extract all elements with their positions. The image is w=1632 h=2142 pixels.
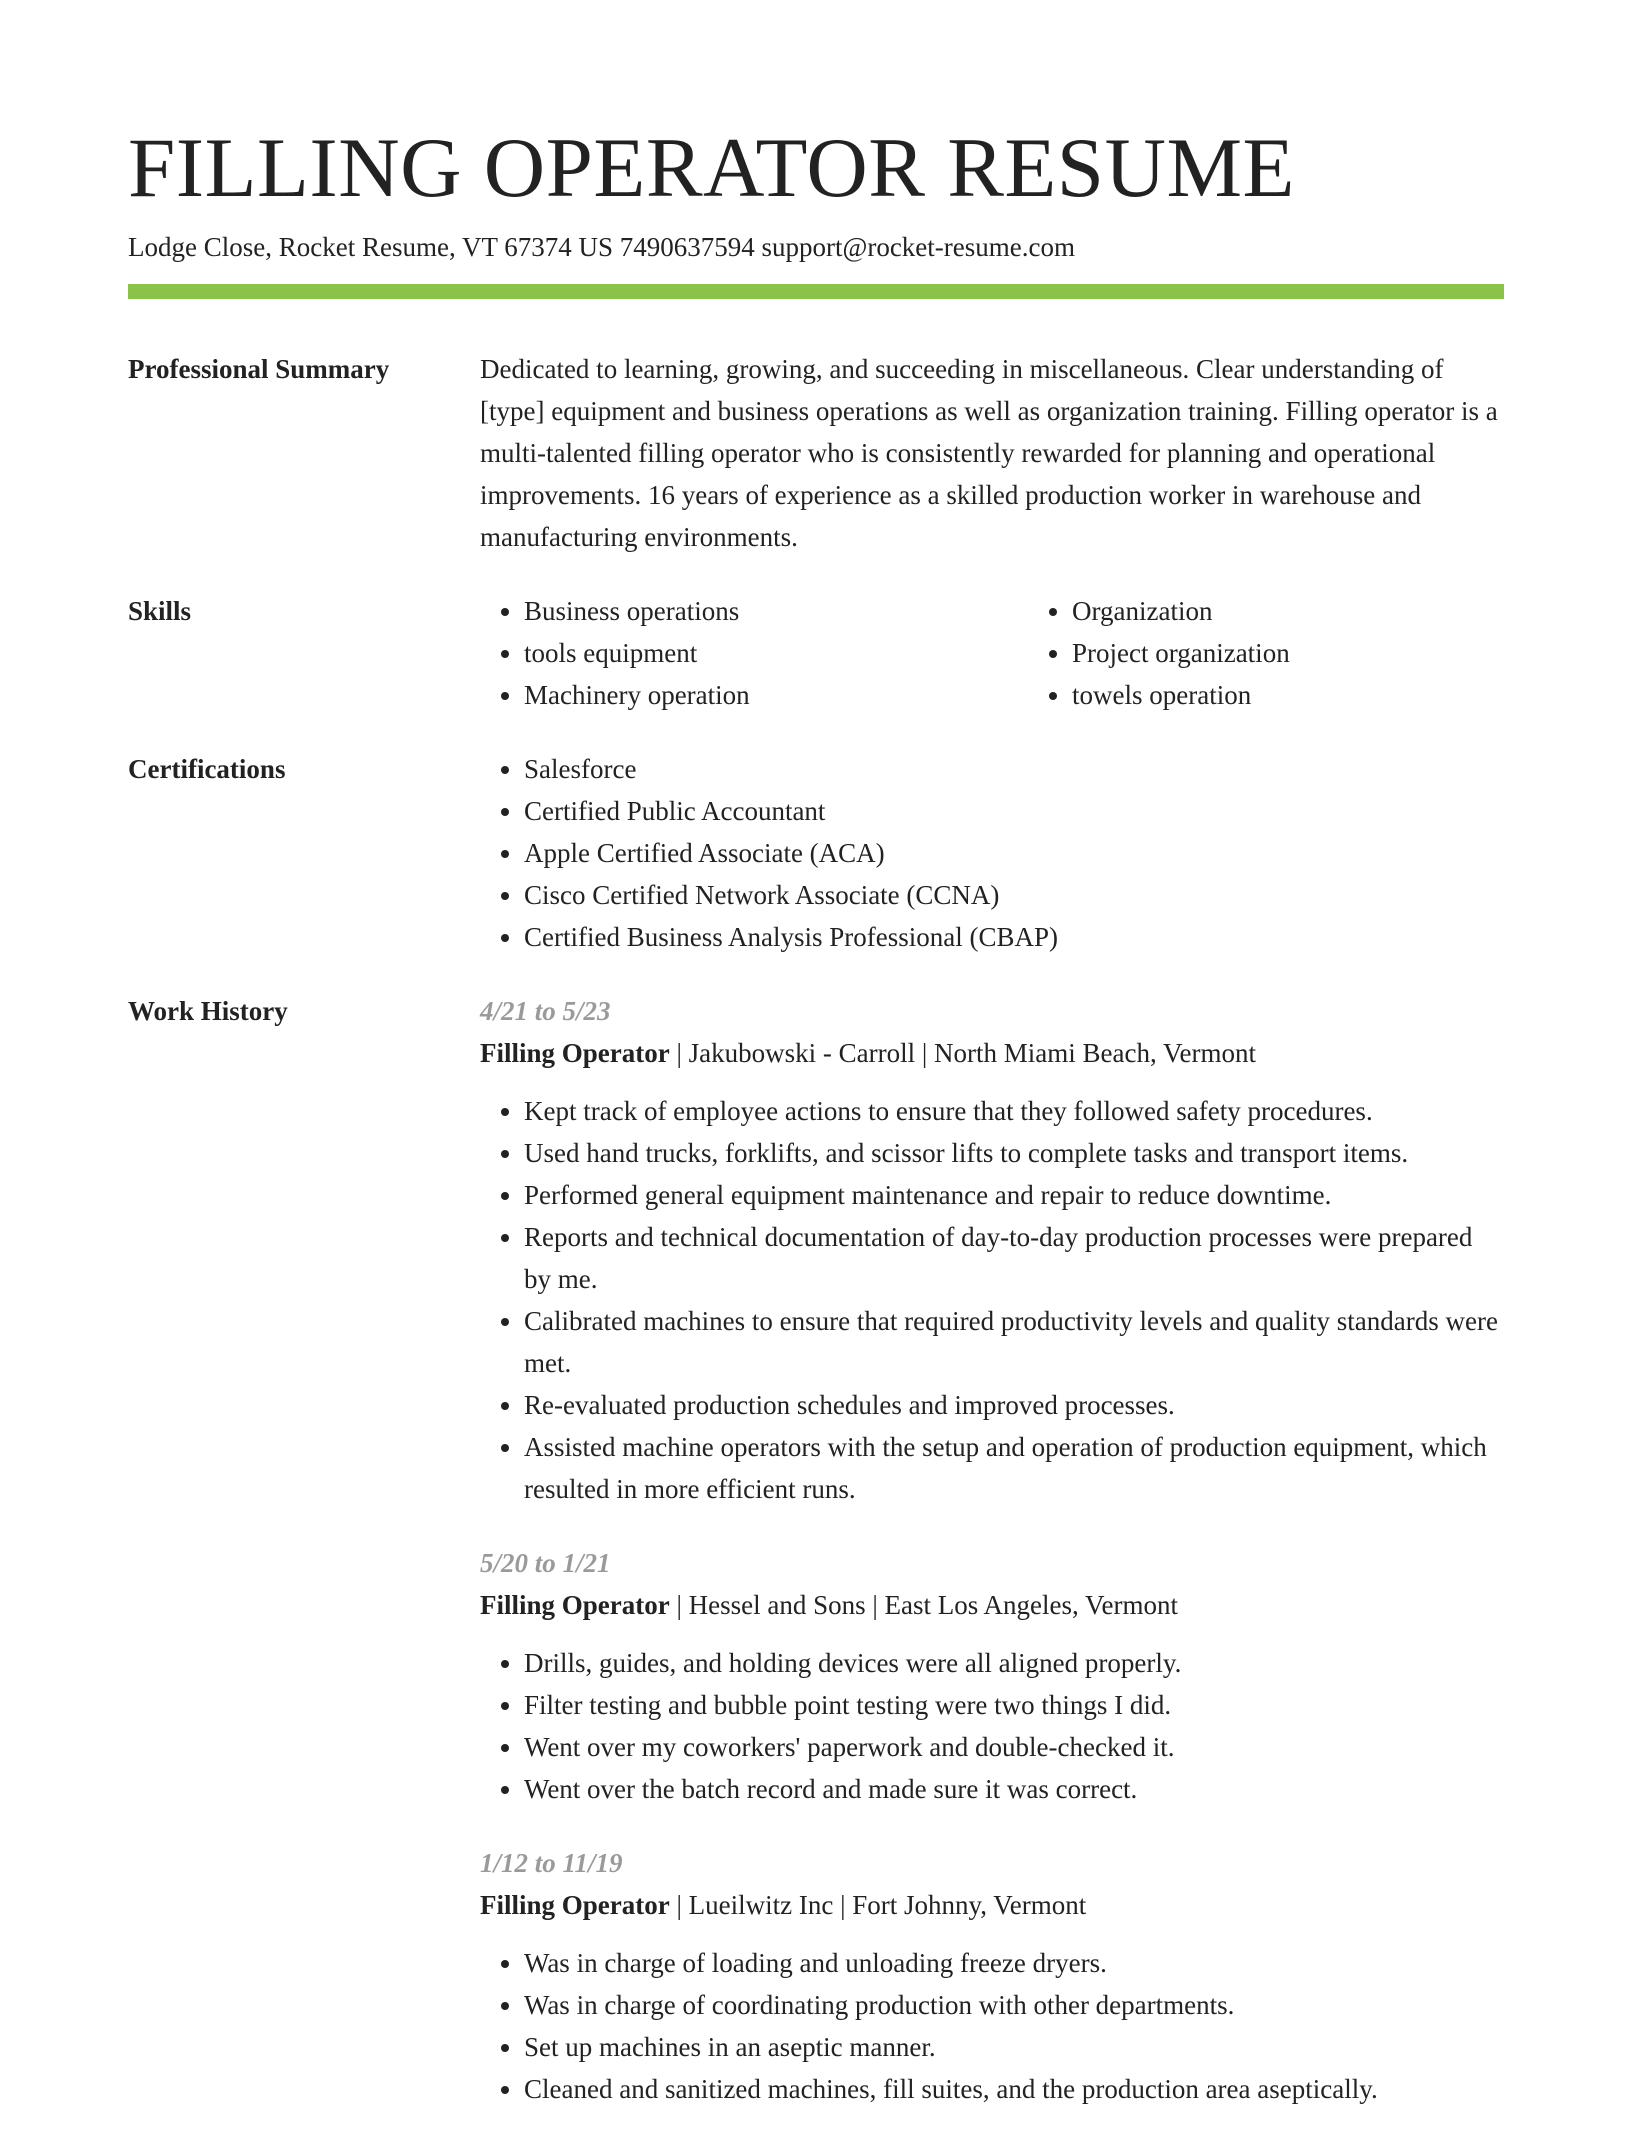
job-heading (480, 1584, 1504, 1626)
job-dates: 5/20 to 1/21 (480, 1548, 611, 1578)
job-bullets (480, 1942, 1504, 2110)
job-bullet: • Was in charge of coordinating production with other departments. (524, 1984, 1504, 2026)
certification-item: • Salesforce (524, 748, 1504, 790)
job-bullet: • Reports and technical documentation of day-to-day production processes were prepared by me. (524, 1216, 1504, 1300)
job-bullets (480, 1090, 1504, 1510)
job-title: Filling Operator (480, 1038, 670, 1068)
work-history-section (128, 990, 1504, 2142)
professional-summary-section (128, 348, 1504, 558)
skill-item: • towels operation (1072, 674, 1576, 716)
header-divider (128, 284, 1504, 299)
section-label: Skills (128, 596, 192, 626)
job-heading (480, 1032, 1504, 1074)
resume-title: FILLING OPERATOR RESUME (128, 121, 1295, 215)
job-heading (480, 1884, 1504, 1926)
resume-page (128, 0, 1504, 2142)
job-title: Filling Operator (480, 1890, 670, 1920)
job-details: | Hessel and Sons | East Los Angeles, Vermont (669, 1590, 1179, 1620)
certification-item: • Certified Public Accountant (524, 790, 1504, 832)
skill-item: • Organization (1072, 590, 1576, 632)
job-bullet: • Re-evaluated production schedules and improved processes. (524, 1384, 1504, 1426)
job-bullet: • Went over the batch record and made sure it was correct. (524, 1768, 1504, 1810)
job-entry (480, 1542, 1504, 1810)
job-bullet: • Drills, guides, and holding devices were all aligned properly. (524, 1642, 1504, 1684)
job-bullet: • Cleaned and sanitized machines, fill suites, and the production area aseptically. (524, 2068, 1504, 2110)
skills-column-2 (1028, 590, 1576, 716)
certification-item: • Cisco Certified Network Associate (CCNA) (524, 874, 1504, 916)
job-bullet: • Kept track of employee actions to ensure that they followed safety procedures. (524, 1090, 1504, 1132)
job-bullet: • Filter testing and bubble point testing were two things I did. (524, 1684, 1504, 1726)
skill-item: • Business operations (524, 590, 1028, 632)
skills-section (128, 590, 1504, 716)
job-details: | Jakubowski - Carroll | North Miami Beach, Vermont (669, 1038, 1256, 1068)
job-entry (480, 1842, 1504, 2110)
job-bullet: • Assisted machine operators with the setup and operation of production equipment, which resulted in more efficient runs. (524, 1426, 1504, 1510)
job-dates: 1/12 to 11/19 (480, 1848, 623, 1878)
skills-column-1 (480, 590, 1028, 716)
job-dates: 4/21 to 5/23 (480, 996, 611, 1026)
job-entry (480, 990, 1504, 1510)
section-label: Certifications (128, 754, 286, 784)
job-bullets (480, 1642, 1504, 1810)
job-bullet: • Used hand trucks, forklifts, and scissor lifts to complete tasks and transport items. (524, 1132, 1504, 1174)
contact-line: Lodge Close, Rocket Resume, VT 67374 US 7490637594 support@rocket-resume.com (128, 232, 1075, 262)
job-title: Filling Operator (480, 1590, 670, 1620)
skill-item: • Machinery operation (524, 674, 1028, 716)
skills-grid (480, 590, 1576, 716)
job-bullet: • Performed general equipment maintenance and repair to reduce downtime. (524, 1174, 1504, 1216)
certification-item: • Apple Certified Associate (ACA) (524, 832, 1504, 874)
job-bullet: • Went over my coworkers' paperwork and double-checked it. (524, 1726, 1504, 1768)
job-details: | Lueilwitz Inc | Fort Johnny, Vermont (669, 1890, 1087, 1920)
skill-item: • tools equipment (524, 632, 1028, 674)
certifications-list (480, 748, 1504, 958)
summary-text: Dedicated to learning, growing, and succeeding in miscellaneous. Clear understanding of [type] equipment and business operations as well as organization training. Filling operator is a multi-talented filling operator who is consistently rewarded for planning and operational improvements. 16 years of experience as a skilled production worker in warehouse and manufacturing environments. (480, 354, 1498, 552)
section-label: Work History (128, 996, 288, 1026)
certifications-section (128, 748, 1504, 958)
section-label: Professional Summary (128, 354, 390, 384)
job-bullet: • Calibrated machines to ensure that required productivity levels and quality standards were met. (524, 1300, 1504, 1384)
job-bullet: • Was in charge of loading and unloading freeze dryers. (524, 1942, 1504, 1984)
skill-item: • Project organization (1072, 632, 1576, 674)
job-bullet: • Set up machines in an aseptic manner. (524, 2026, 1504, 2068)
certification-item: • Certified Business Analysis Professional (CBAP) (524, 916, 1504, 958)
